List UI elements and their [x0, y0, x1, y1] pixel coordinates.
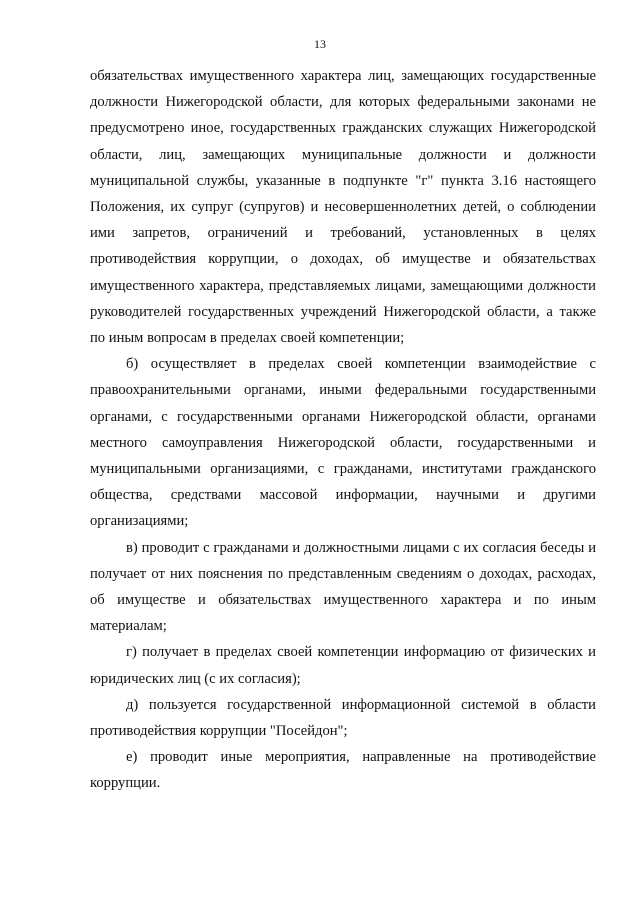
- paragraph-item-g: г) получает в пределах своей компетенции информацию от физических и юридических лиц (с их согласия);: [90, 644, 596, 687]
- paragraph-continuation: обязательствах имущественного характера лиц, замещающих государственные должности Нижегородской области, для которых федеральными законами не предусмотрено иное, государственных гражданских служащих Нижегородской области, лиц, замещающих муниципальные должности и должности муниципальной службы, указанные в подпункте "г" пункта 3.16 настоящего Положения, их супруг (супругов) и несовершеннолетних детей, о соблюдении ими запретов, ограничений и требований, установленных в целях противодействия коррупции, о доходах, об имуществе и обязательствах имущественного характера, представляемых лицами, замещающими должности руководителей государственных учреждений Нижегородской области, а также по иным вопросам в пределах своей компетенции;: [90, 68, 596, 347]
- body-text: [90, 63, 596, 797]
- page-number: 13: [314, 37, 326, 51]
- paragraph-item-b: б) осуществляет в пределах своей компетенции взаимодействие с правоохранительными органами, иными федеральными государственными органами, с государственными органами Нижегородской области, органами местного самоуправления Нижегородской области, государственными и муниципальными организациями, с гражданами, институтами гражданского общества, средствами массовой информации, научными и другими организациями;: [90, 356, 596, 530]
- paragraph-item-d: д) пользуется государственной информационной системой в области противодействия коррупции "Посейдон";: [90, 696, 596, 740]
- paragraph-item-e: е) проводит иные мероприятия, направленные на противодействие коррупции.: [90, 749, 596, 792]
- paragraph-item-v: в) проводит с гражданами и должностными лицами с их согласия беседы и получает от них пояснения по представленным сведениям о доходах, расходах, об имуществе и обязательствах имущественного характера и по иным материалам;: [90, 539, 596, 635]
